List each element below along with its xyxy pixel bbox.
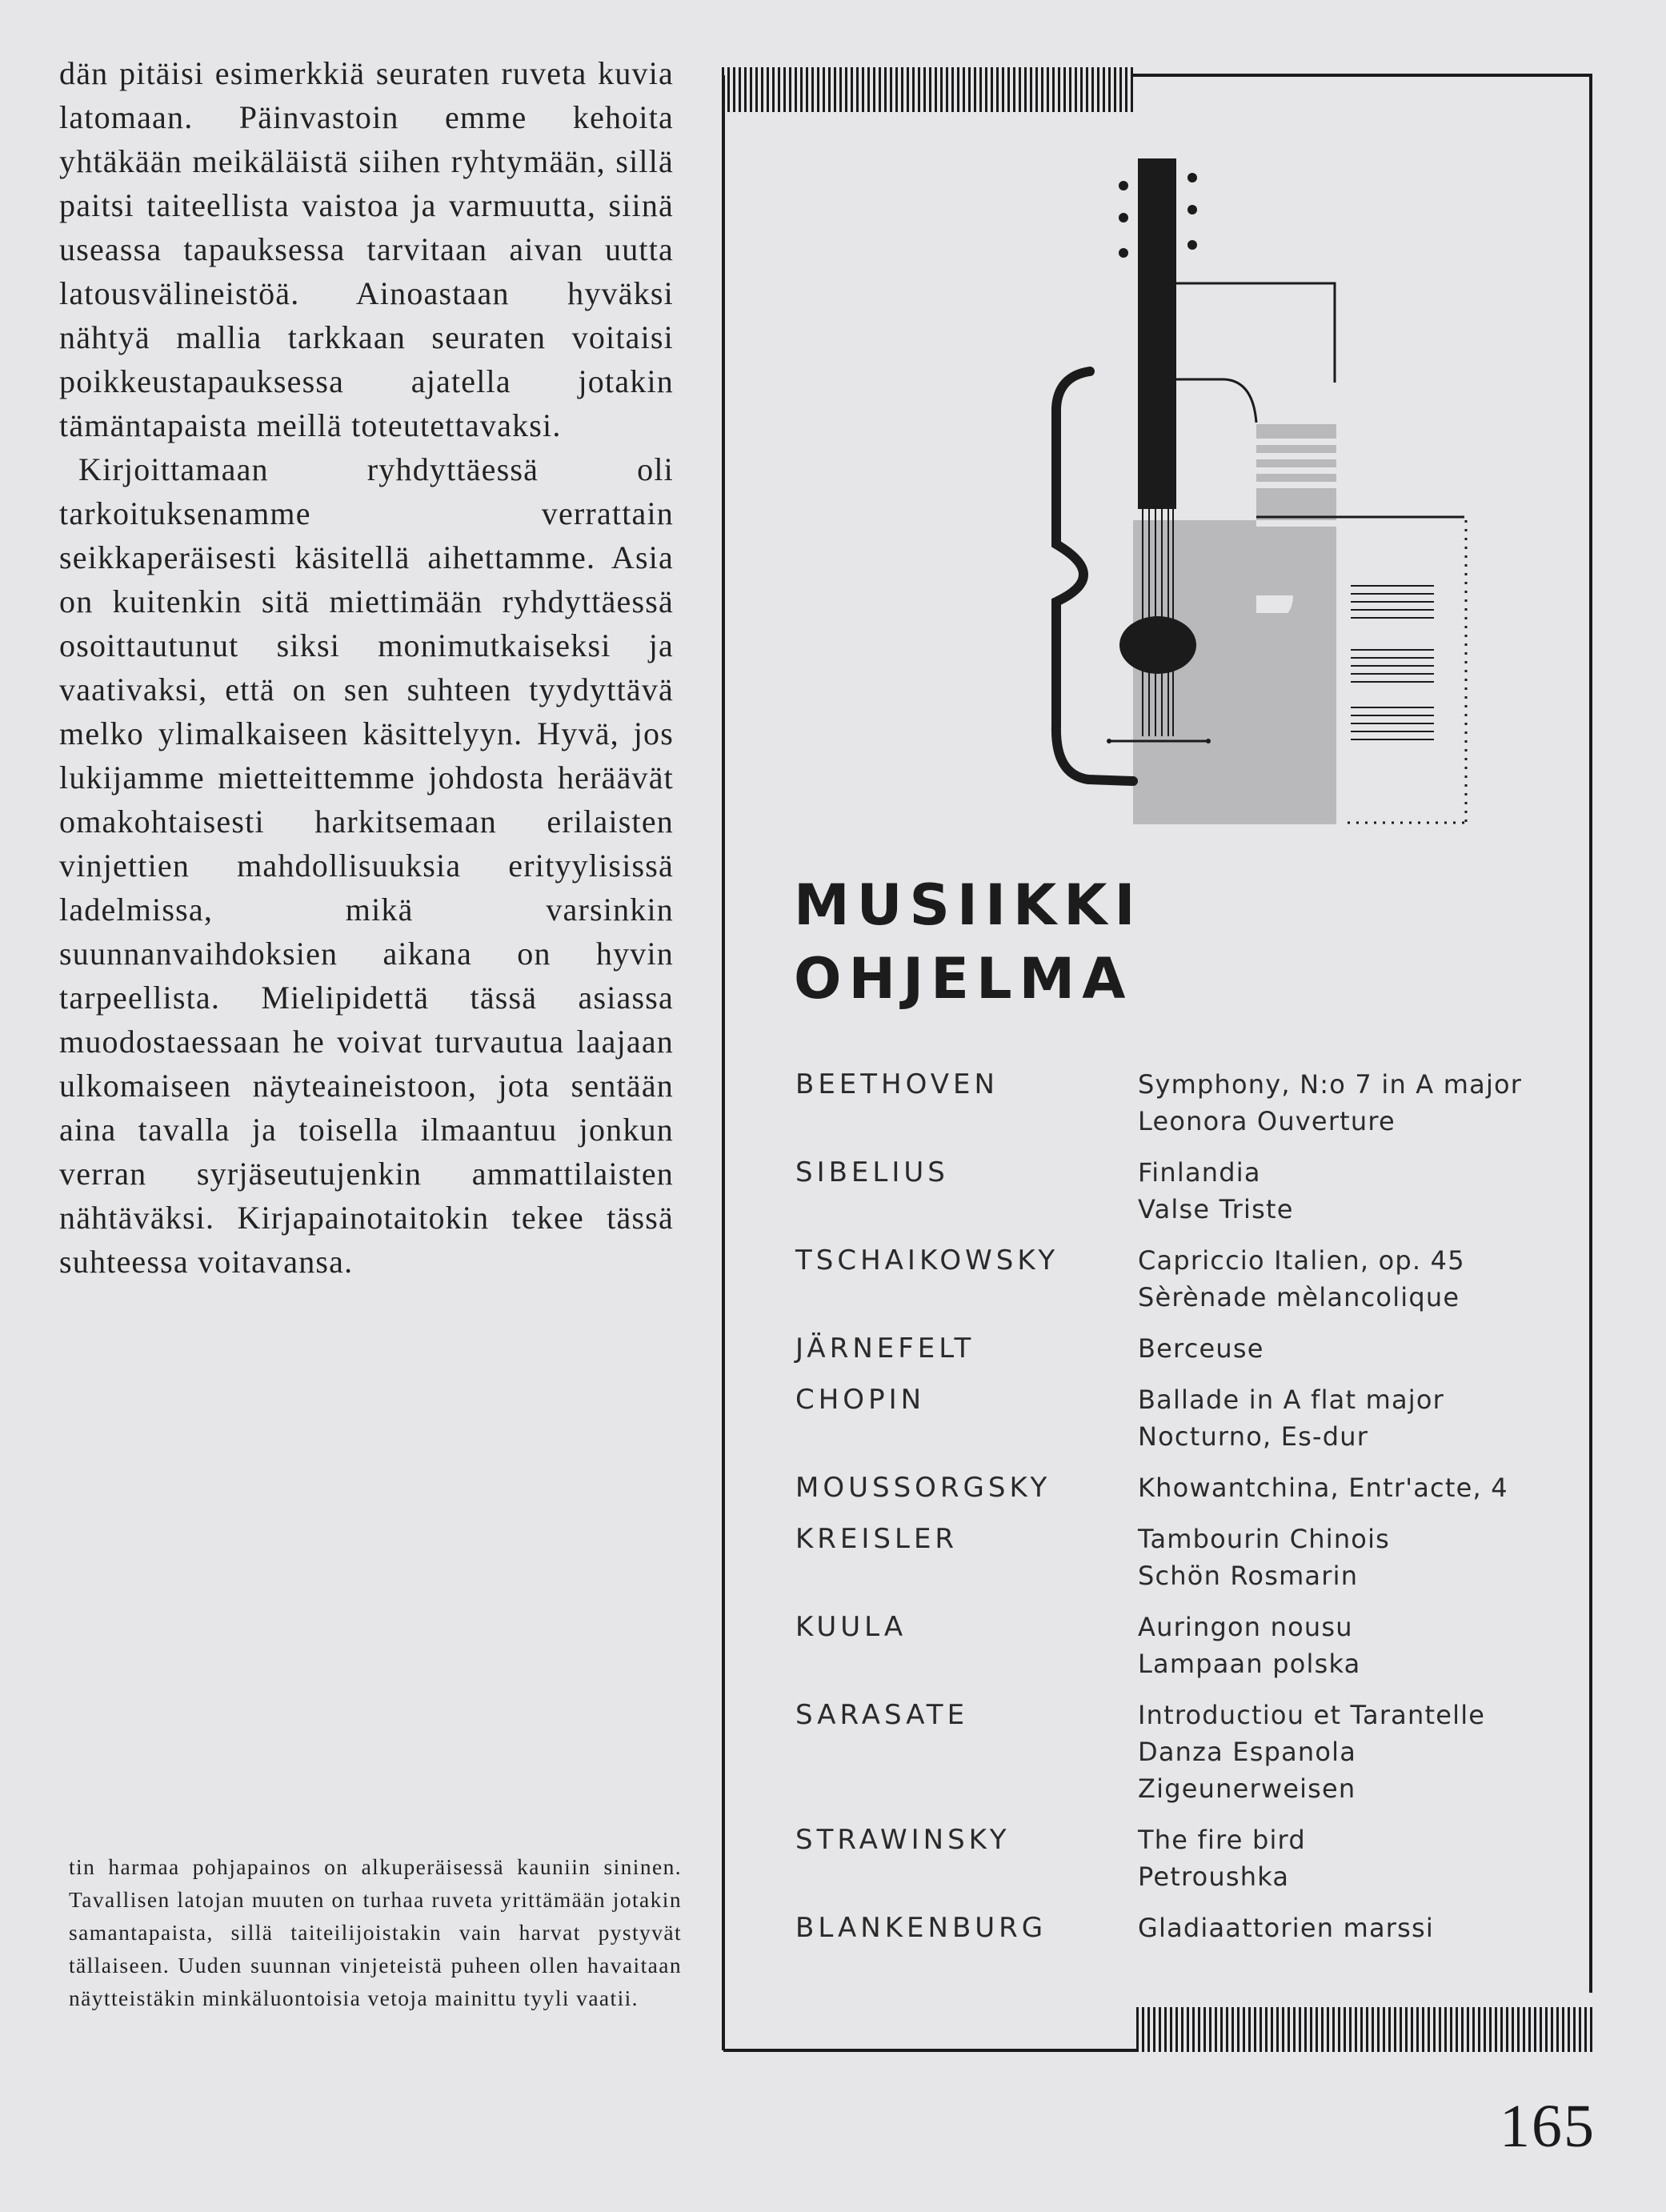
work-title: Berceuse (1138, 1333, 1264, 1364)
figure-caption: tin harmaa pohjapainos on alkuperäisessä kauniin sininen. Tavallisen latojan muuten on turhaa ruveta yrittämään jotakin samantapaista, sillä taiteilijoistakin vain harvat pystyvät tällaiseen. Uuden suunnan vinjeteistä puheen ollen havaitaan näytteistäkin minkäluontoisia vetoja mainittu tyyli vaatii. (69, 1854, 682, 2010)
work-title: Lampaan polska (1138, 1649, 1361, 1679)
program-row (795, 1469, 1564, 1506)
bottom-barcode-ornament (1136, 2007, 1592, 2052)
program-heading-line2: OHJELMA (794, 946, 1133, 1012)
works-list (1138, 1821, 1306, 1895)
work-title: Khowantchina, Entr'acte, 4 (1138, 1473, 1508, 1503)
program-row (795, 1330, 1564, 1367)
works-list (1138, 1609, 1360, 1682)
composer-name: KUULA (795, 1611, 907, 1643)
works-list (1138, 1330, 1264, 1367)
sheet-music-lines (1351, 586, 1434, 739)
works-list (1138, 1697, 1485, 1807)
page-number: 165 (1500, 2093, 1596, 2160)
composer-name: MOUSSORGSKY (795, 1472, 1051, 1504)
program-row (795, 1821, 1564, 1895)
works-list (1138, 1909, 1434, 1946)
work-title: Danza Espanola (1138, 1737, 1357, 1767)
program-row (795, 1909, 1564, 1946)
work-title: Introductiou et Tarantelle (1138, 1700, 1486, 1730)
program-list (795, 1066, 1564, 1961)
program-row (795, 1066, 1564, 1140)
works-list (1138, 1469, 1508, 1506)
composer-name: STRAWINSKY (795, 1824, 1011, 1856)
guitar-neck (1138, 158, 1176, 509)
body-paragraph-1: dän pitäisi esimerkkiä seuraten ruveta kuvia latomaan. Päinvastoin emme kehoita yhtäkään meikäläistä siihen ryhtymään, sillä paitsi taiteellista vaistoa ja varmuutta, siinä useassa tapauksessa tarvitaan aivan uutta latousvälineistöä. Ainoastaan hyväksi nähtyä mallia tarkkaan seuraten voitaisi poikkeustapauksessa ajatella jotakin tämäntapaista meillä toteutettavaksi. (59, 55, 674, 443)
body-paragraph-2: Kirjoittamaan ryhdyttäessä oli tarkoituksenamme verrattain seikkaperäisesti käsitellä aihettamme. Asia on kuitenkin sitä miettimään ryhdyttäessä osoittautunut siksi monimutkaiseksi ja vaativaksi, että on sen suhteen tyydyttävä melko ylimalkaiseen käsittelyyn. Hyvä, jos lukijamme mietteittemme johdosta heräävät omakohtaisesti harkitsemaan erilaisten vinjettien mahdollisuuksia erityylisissä ladelmissa, mikä varsinkin suunnanvaihdoksien aikana on hyvin tarpeellista. Mielipidettä tässä asiassa muodostaessaan he voivat turvautua laajaan ulkomaiseen näyteaineistoon, jota sentään aina tavalla ja toisella ilmaantuu jonkun verran syrjäseutujenkin ammattilaisten nähtäväksi. Kirjapainotaitokin tekee tässä suhteessa voitavansa. (59, 451, 674, 1280)
work-title: Finlandia (1138, 1157, 1261, 1188)
work-title: Capriccio Italien, op. 45 (1138, 1245, 1465, 1276)
work-title: Leonora Ouverture (1138, 1106, 1396, 1136)
program-heading-line1: MUSIIKKI (794, 872, 1143, 938)
work-title: Auringon nousu (1138, 1612, 1353, 1642)
work-title: Sèrènade mèlancolique (1138, 1282, 1460, 1312)
composer-name: CHOPIN (795, 1384, 926, 1416)
composer-name: KREISLER (795, 1523, 959, 1555)
work-title: Symphony, N:o 7 in A major (1138, 1069, 1523, 1100)
work-title: The fire bird (1138, 1825, 1306, 1855)
sound-hole (1119, 616, 1196, 674)
composer-name: TSCHAIKOWSKY (795, 1244, 1059, 1276)
guitar-illustration (1056, 158, 1466, 824)
work-title: Schön Rosmarin (1138, 1561, 1359, 1591)
gray-tint-block (1133, 520, 1336, 824)
program-row (795, 1697, 1564, 1807)
composer-name: SIBELIUS (795, 1156, 949, 1188)
composer-name: JÄRNEFELT (795, 1332, 975, 1364)
works-list (1138, 1154, 1294, 1228)
program-row (795, 1154, 1564, 1228)
work-title: Ballade in A flat major (1138, 1385, 1445, 1415)
works-list (1138, 1381, 1444, 1455)
program-row (795, 1242, 1564, 1316)
composer-name: BEETHOVEN (795, 1068, 999, 1100)
body-text (59, 51, 674, 1284)
work-title: Valse Triste (1138, 1194, 1294, 1224)
works-list (1138, 1521, 1390, 1594)
top-barcode-ornament (722, 67, 1133, 112)
composer-name: SARASATE (795, 1699, 969, 1731)
work-title: Zigeunerweisen (1138, 1773, 1356, 1804)
work-title: Nocturno, Es-dur (1138, 1421, 1369, 1452)
work-title: Petroushka (1138, 1861, 1290, 1892)
works-list (1138, 1066, 1522, 1140)
body-outline (1056, 371, 1133, 781)
work-title: Tambourin Chinois (1138, 1524, 1391, 1554)
program-row (795, 1521, 1564, 1594)
composer-name: BLANKENBURG (795, 1912, 1047, 1944)
work-title: Gladiaattorien marssi (1138, 1913, 1434, 1943)
program-row (795, 1609, 1564, 1682)
program-row (795, 1381, 1564, 1455)
works-list (1138, 1242, 1465, 1316)
